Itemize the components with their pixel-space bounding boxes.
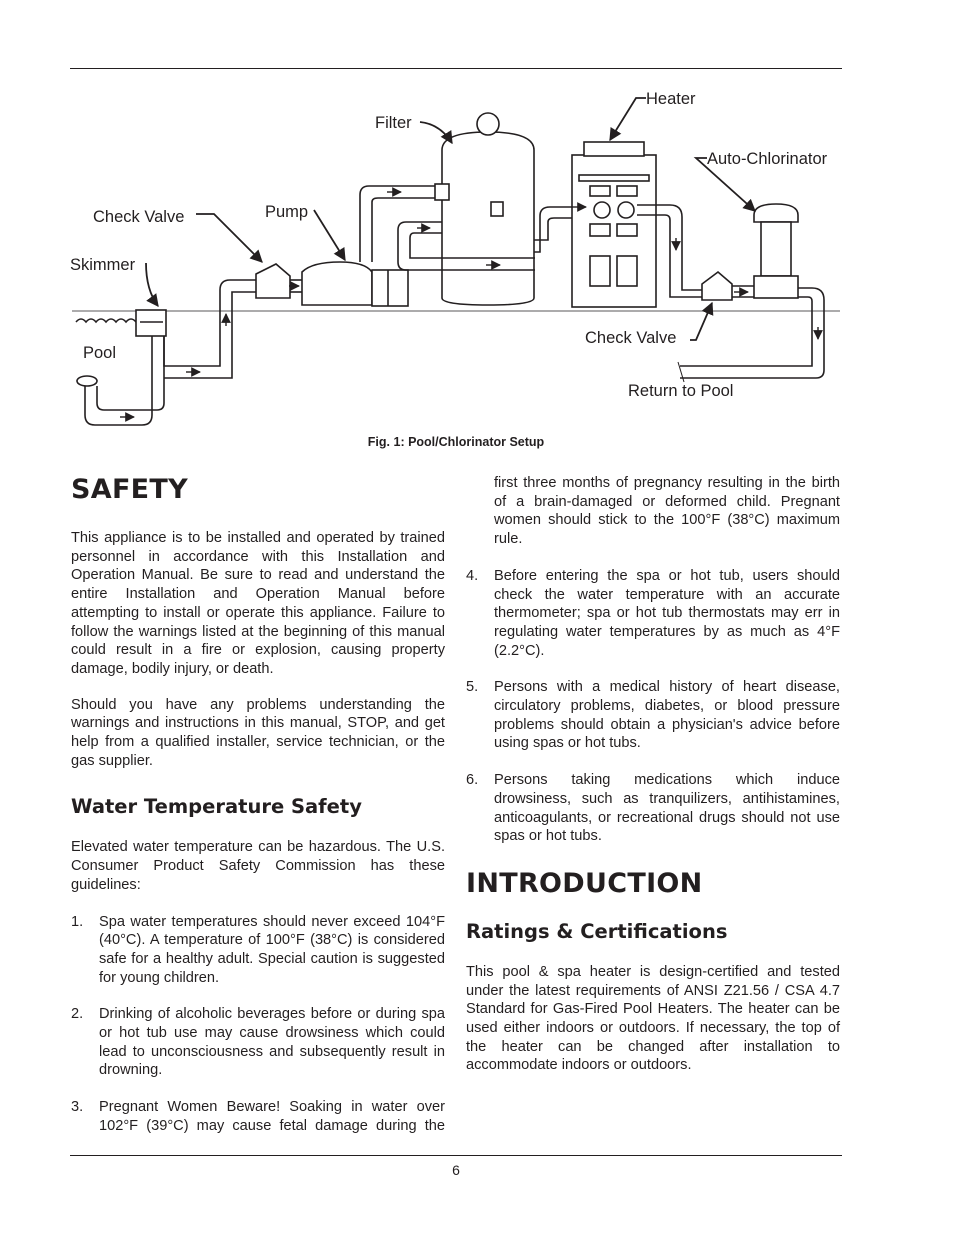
pump (302, 262, 372, 305)
list-number: 3. (71, 1099, 84, 1116)
label-return-to-pool: Return to Pool (628, 382, 734, 400)
label-filter: Filter (375, 114, 412, 132)
list-text: first three months of pregnancy resulting in the birth of a brain-damaged or deformed child. Pregnant women should stick to the 100°F (38°C) maximum rule. (494, 475, 840, 548)
list-item (466, 567, 840, 661)
list-text: Drinking of alcoholic beverages before or during spa or hot tub use may cause drowsiness which could lead to unconsciousness and subsequently result in drowning. (99, 1006, 445, 1079)
ratings-paragraph: This pool & spa heater is design-certified and tested under the latest requirements of ANSI Z21.56 / CSA 4.7 Standard for Gas-Fired Pool Heaters. The heater can be used either indoors or outdoors. If necessary, the top of the heater can be changed after installation to accommodate indoors or outdoors. (466, 963, 840, 1074)
label-pool: Pool (83, 344, 117, 362)
ratings-heading: Ratings & Certifications (466, 919, 728, 943)
callout-check-valve-right (690, 303, 712, 340)
return-pipe (680, 288, 824, 378)
filter (442, 132, 534, 305)
safety-paragraph-1: This appliance is to be installed and operated by trained personnel in accordance with this Installation and Operation Manual. Be sure to read and understand the entire Installation and Operation Manual before attempting to install or operate this appliance. Failure to follow the warnings listed at the beginning of this manual could result in a fire or explosion, causing property damage, bodily injury, or death. (71, 530, 445, 677)
list-number: 2. (71, 1006, 84, 1023)
callout-heater (610, 98, 646, 140)
label-auto-chlorinator: Auto-Chlorinator (707, 150, 828, 168)
callout-pump (314, 210, 345, 260)
list-text: Persons taking medications which induce drowsiness, such as tranquilizers, antihistamines, anticoagulants, or recreational drugs should not use spas or hot tubs. (494, 772, 840, 845)
list-text: Persons with a medical history of heart disease, circulatory problems, diabetes, or blood pressure problems should obtain a physician's advice before using spas or hot tubs. (494, 679, 840, 752)
safety-heading: SAFETY (71, 474, 188, 505)
label-check-valve-right: Check Valve (585, 329, 677, 347)
list-text: Before entering the spa or hot tub, users should check the water temperature with an accurate thermometer; spa or hot tub thermostats may err in regulating water temperatures by as much as 4°F (2.2°C). (494, 567, 840, 659)
figure-caption: Fig. 1: Pool/Chlorinator Setup (367, 435, 545, 449)
left-column (71, 474, 445, 1136)
check-valve-right (702, 272, 732, 300)
list-item (71, 1005, 445, 1080)
list-item (71, 913, 445, 988)
auto-chlorinator (754, 204, 798, 222)
list-number: 1. (71, 913, 84, 930)
callout-skimmer (146, 263, 158, 306)
list-number: 5. (466, 679, 479, 696)
label-pump: Pump (265, 203, 309, 221)
label-check-valve-left: Check Valve (93, 208, 185, 226)
introduction-heading: INTRODUCTION (466, 867, 703, 899)
safety-paragraph-2: Should you have any problems understanding the warnings and instructions in this manual, STOP, and get help from a qualified installer, service technician, or the gas supplier. (71, 696, 445, 769)
list-number: 4. (466, 567, 479, 584)
skimmer (136, 310, 166, 336)
list-item (71, 1098, 445, 1135)
list-item (466, 771, 840, 846)
list-number: 6. (466, 772, 479, 789)
water-temp-heading: Water Temperature Safety (71, 795, 362, 819)
list-item (466, 678, 840, 753)
water-temp-intro: Elevated water temperature can be hazardous. The U.S. Consumer Product Safety Commission has these guidelines: (71, 839, 445, 893)
label-heater: Heater (646, 90, 696, 108)
page-number: 6 (452, 1162, 460, 1178)
list-item-continued (466, 474, 840, 549)
list-text: Pregnant Women Beware! Soaking in water over 102°F (39°C) may cause fetal damage during the (99, 1099, 445, 1134)
list-text: Spa water temperatures should never exceed 104°F (40°C). A temperature of 100°F (38°C) is considered safe for a healthy adult. Special caution is suggested for young children. (99, 913, 445, 986)
pool-inlet (77, 376, 97, 386)
check-valve-left (256, 264, 290, 298)
pool-chlorinator-diagram (0, 0, 954, 430)
label-skimmer: Skimmer (70, 256, 136, 274)
right-column (466, 474, 840, 1075)
callout-check-valve-left (196, 214, 262, 262)
bottom-rule (70, 1155, 842, 1156)
